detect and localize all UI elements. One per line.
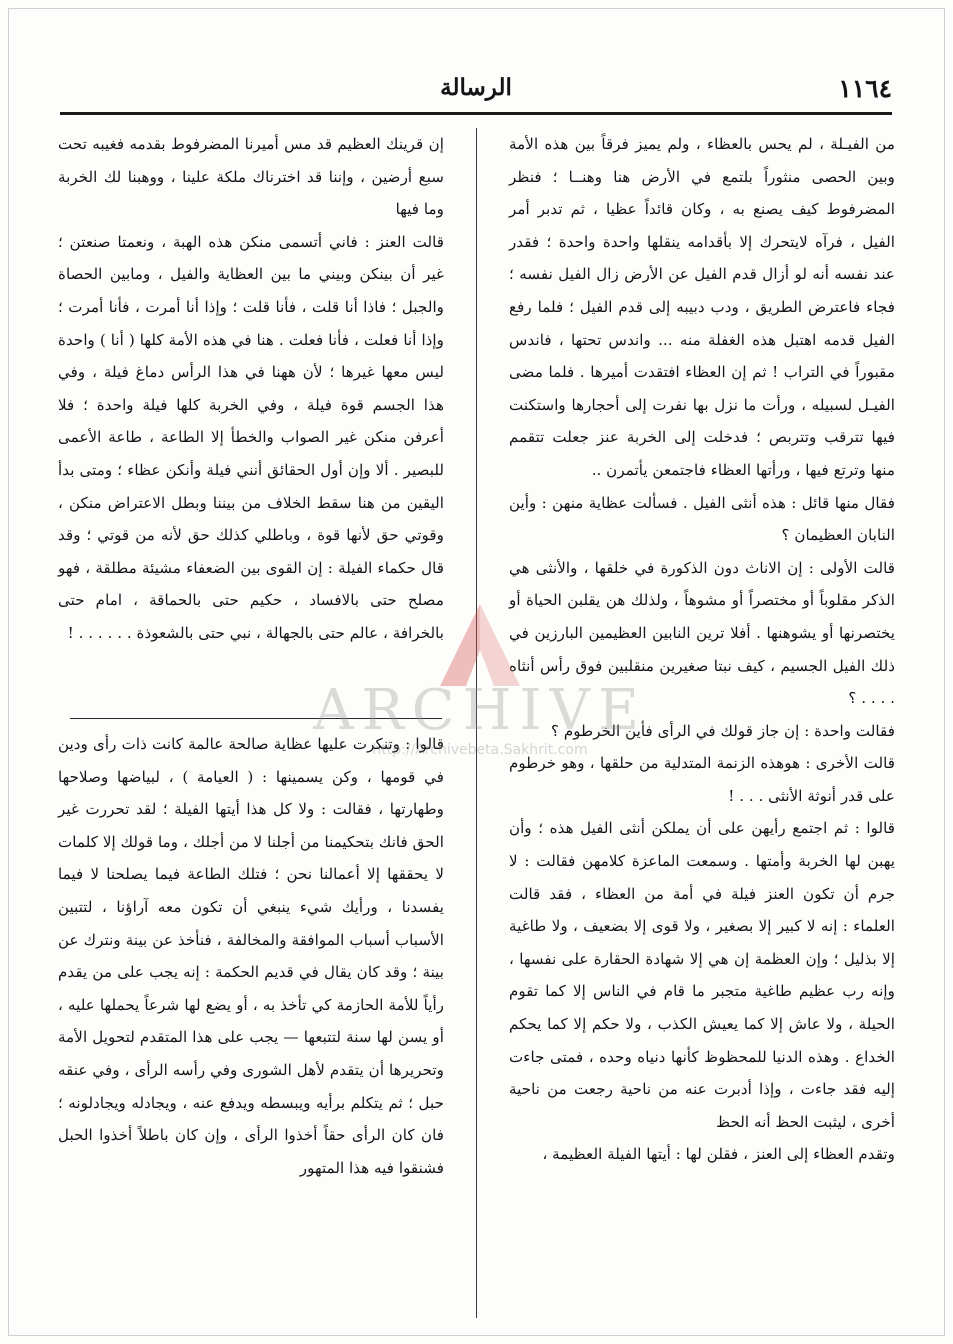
left-column-top	[58, 128, 444, 650]
paragraph: قالت الأولى : إن الاناث دون الذكورة في خلقها ، والأنثى هي الذكر مقلوباً أو مختصراً أو مشوهاً ، ولذلك هن يقلبن الحياة أو يختصرنها أو يشوهنها . أفلا ترين النابين العظيمين البارزين في ذلك الفيل الجسيم ، كيف نبتا صغيرين منقلبين فوق رأس أنثاه . . . . ؟	[509, 558, 895, 708]
watermark-url: http://Archivebeta.Sakhrit.com	[372, 742, 588, 758]
paragraph: فقال منها قائل : هذه أنثى الفيل . فسألت عظاية منهن : وأين النابان العظيمان ؟	[509, 493, 895, 545]
page-number: ١١٦٤	[838, 74, 892, 103]
paragraph: قالوا : ثم اجتمع رأيهن على أن يملكن أنثى الفيل هذه ؛ وأن يهبن لها الخربة وأمتها . وسمعت الماعزة كلامهن فقالت : لا جرم أن تكون العنز فيلة في أمة من العظاء ، فقد قالت العلماء : إنه لا كبير إلا بصغير ، ولا قوى إلا بضعيف ، ولا طاغية إلا بذليل ؛ وإن العظمة إن هي إلا شهادة الحقارة على نفسها ، وإنه رب عظيم طاغية متجبر ما قام في الناس إلا كما تقوم الحيلة ، ولا عاش إلا كما يعيش الكذب ، ولا حكم إلا كما يحكم الخداع . وهذه الدنيا للمحظوظ كأنها دنياه وحده ، فمتى جاءت إليه فقد جاءت ، وإذا أدبرت عنه من ناحية رجعت من ناحية أخرى ، ليثبت الحظ أنه الحظ	[509, 819, 895, 1131]
magazine-title: الرسالة	[440, 74, 512, 101]
watermark-text: ARCHIVE	[313, 678, 647, 743]
paragraph: قالت العنز : فاني أتسمى منكن هذه الهبة ، ونعمتا صنعتن ؛ غير أن بينكن وبيني ما بين العظاية والفيل ، ومابين الحصاة والجبل ؛ فاذا أنا قلت ، فأنا قلت ؛ وإذا أنا أمرت ، فأنا أمرت ؛ وإذا أنا فعلت ، فأنا فعلت . هنا في هذه الأمة كلها ( أنا ) واحدة ليس معها غيرها ؛ لأن ههنا في هذا الرأس دماغ فيلة ، وفي هذا الجسم قوة فيلة ، وفي الخربة كلها فيلة واحدة ؛ فلا أعرفن منكن غير الصواب والخطأ إلا الطاعة ، طاعة الأعمى للبصير . ألا وإن أول الحقائق أنني فيلة وأنكن عظاء ؛ ومتى بدأ اليقين من هنا سقط الخلاف من بيننا وبطل الاعتراض منكن ، وقوتي حق لأنها قوة ، وباطلي كذلك حق لأنه من قوتي ؛ وقد قال حكماء الفيلة : إن القوى بين الضعفاء مشيئة مطلقة ، فهو مصلح حتى بالافساد ، حكيم حتى بالحماقة ، امام حتى بالخرافة ، عالم حتى بالجهالة ، نبي حتى بالشعوذة . . . . . . !	[58, 232, 444, 642]
page-header	[60, 72, 892, 115]
paragraph: قالت الأخرى : هوهذه الزنمة المتدلية من حلقها ، وهو خرطوم على قدر أنوثة الأنثى . . . !	[509, 754, 895, 805]
right-column	[509, 128, 895, 1171]
paragraph: قالوا : وتنكرت عليها عظاية صالحة عالمة كانت ذات رأى ودين في قومها ، وكن يسمينها : ( العيامة ) ، لبياضها وصلاحها وطهارتها ، فقالت : ولا كل هذا أيتها الفيلة ؛ لقد تحررت غير الحق فانك بتحكيمنا من أجلنا لا من أجلك ، وما قولك إلا كلمات لا يحققها إلا أعمالنا نحن ؛ فتلك الطاعة فيما يصلحنا لا فيما يفسدنا ، ورأيك شيء ينبغي أن تكون معه آراؤنا ، لتتبين الأسباب أسباب الموافقة والمخالفة ، فنأخذ عن بينة ونترك عن بينة ؛ وقد كان يقال في قديم الحكمة : إنه يجب على من يقدم رأياً للأمة الحازمة كي تأخذ به ، أو يضع لها شرعاً يحملها عليه ، أو يسن لها سنة لتتبعها — يجب على هذا المتقدم لتحويل الأمة وتحريرها أن يتقدم لأهل الشورى وفي رأسه الرأى ، وفي عنقه حبل ؛ ثم يتكلم برأيه ويبسطه ويدفع عنه ، ويجادله ويجادلونه ؛ فان كان الرأى حقاً أخذوا الرأى ، وإن كان باطلاً أخذوا الحبل فشنقوا فيه هذا المتهور	[58, 735, 444, 1177]
paragraph: من الفيـلة ، لم يحس بالعظاء ، ولم يميز فرقاً بين هذه الأمة وبين الحصى منثوراً بلتمع في الأرض هنا وهنــا ؛ فنظر المضرفوط كيف يصنع به ، وكان قائداً عظيا ، ثم تدبر أمر الفيل ، فرآه لايتحرك إلا بأقدامه ينقلها واحدة واحدة ؛ فقدر عند نفسه أنه لو أزال قدم الفيل عن الأرض زال الفيل نفسه ؛ فجاء فاعترض الطريق ، ودب دبيبه إلى قدم الفيل ؛ فلما رفع الفيل قدمه اهتبل هذه الغفلة منه ... واندس تحتها ، فاندس مقبوراً في التراب ! ثم إن العظاء افتقدت أميرها . فلما مضى الفيـل لسبيله ، ورأت ما نزل بها نفرت إلى أحجارها واستكنت فيها تترقب وتتربص ؛ فدخلت إلى الخربة عنز جعلت تتقمم منها وترتع فيها ، ورأتها العظاء فاجتمعن يأتمرن ..	[509, 135, 895, 479]
paragraph: إن قرينك العظيم قد مس أميرنا المضرفوط بقدمه فغيبه تحت سبع أرضين ، وإننا قد اخترناك ملكة علينا ، ووهبنا لك الخربة وما فيها	[58, 135, 444, 219]
paragraph: وتقدم العظاء إلى العنز ، فقلن لها : أيتها الفيلة العظيمة ،	[542, 1145, 895, 1164]
paragraph: فقالت واحدة : إن جاز قولك في الرأى فأين الخرطوم ؟	[551, 721, 895, 740]
left-column-bottom	[58, 728, 444, 1184]
column-divider	[476, 128, 477, 1318]
section-rule	[70, 718, 442, 719]
